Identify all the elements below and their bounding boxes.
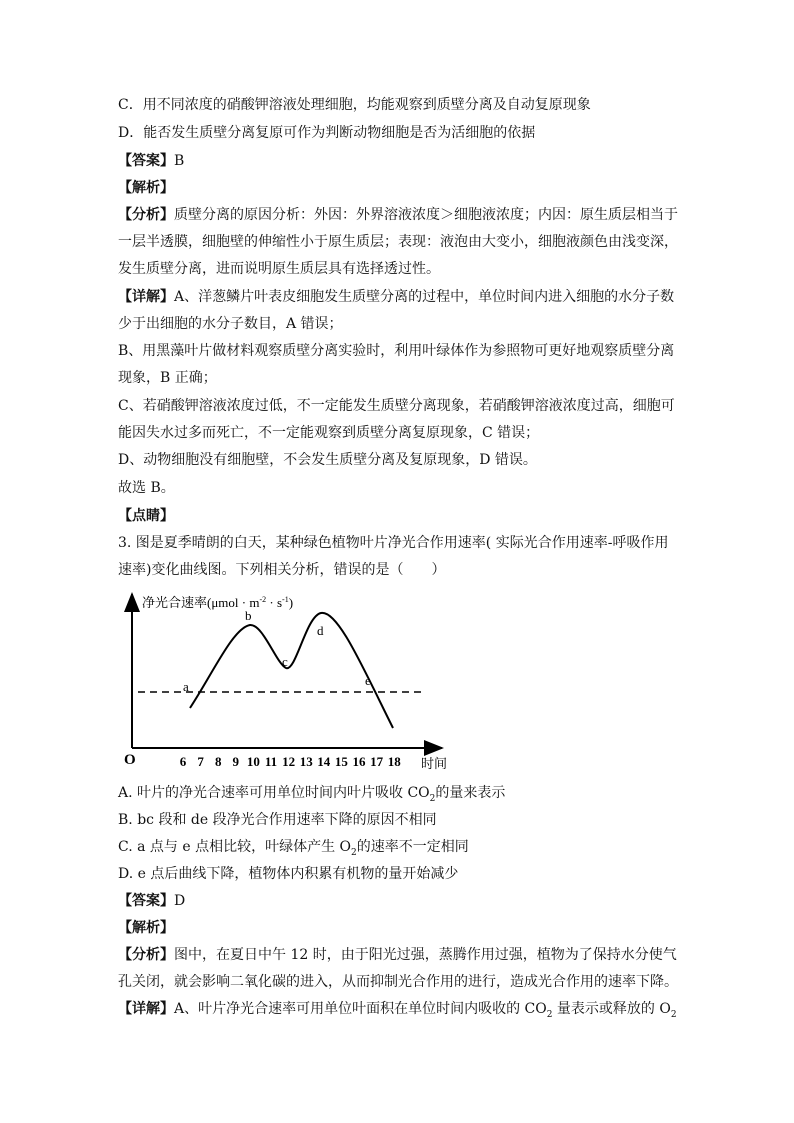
o2-subscript: 2 [670, 1009, 677, 1020]
q3-option-b: B. bc 段和 de 段净光合作用速率下降的原因不相同 [118, 812, 437, 828]
xiangjie-text: A、洋葱鳞片叶表皮细胞发生质壁分离的过程中，单位时间内进入细胞的水分子数 [174, 289, 675, 305]
point-label-c: c [282, 654, 288, 669]
q2-fenxi-line-2: 一层半透膜，细胞壁的伸缩性小于原生质层；表现：液泡由大变小，细胞液颜色由浅变深， [118, 234, 678, 250]
point-label-b: b [245, 608, 252, 623]
q3-xiangjie-line-1 [118, 1000, 688, 1024]
x-tick-label: 17 [370, 754, 384, 769]
q2-xiangjie-line-5: C、若硝酸钾溶液浓度过低，不一定能发生质壁分离现象，若硝酸钾溶液浓度过高，细胞可 [118, 398, 675, 414]
q2-xiangjie-line-3: B、用黑藻叶片做材料观察质壁分离实验时，利用叶绿体作为参照物可更好地观察质壁分离 [118, 343, 675, 359]
answer-label: 【答案】 [118, 153, 174, 169]
option-a-text: A. 叶片的净光合速率可用单位时间内叶片吸收 CO [118, 785, 430, 801]
xiangjie-label: 【详解】 [118, 1001, 174, 1017]
option-c-text: C. a 点与 e 点相比较，叶绿体产生 O [118, 839, 352, 855]
co2-subscript: 2 [546, 1009, 553, 1020]
xiangjie-text-mid: 量表示或释放的 O [552, 1001, 671, 1017]
point-label-a: a [183, 679, 189, 694]
q3-option-c [118, 838, 688, 862]
q2-option-d: D．能否发生质壁分离复原可作为判断动物细胞是否为活细胞的依据 [118, 125, 536, 141]
q2-answer-row [118, 152, 688, 170]
x-tick-label: 18 [387, 754, 401, 769]
q2-xiangjie-line-7: D、动物细胞没有细胞壁，不会发生质壁分离及复原现象，D 错误。 [118, 452, 537, 468]
x-axis-label: 时间 [421, 756, 448, 771]
x-tick-label: 6 [179, 754, 187, 769]
fenxi-label: 【分析】 [118, 207, 174, 223]
q2-xiangjie-line-4: 现象，B 正确； [118, 370, 217, 386]
x-tick-label: 11 [264, 754, 278, 769]
net-photosynthesis-curve [190, 613, 393, 728]
xiangjie-text: A、叶片净光合速率可用单位叶面积在单位时间内吸收的 CO [174, 1001, 547, 1017]
q2-xiangjie-line-8: 故选 B。 [118, 480, 175, 496]
analysis-label: 【解析】 [118, 920, 174, 936]
x-tick-label: 16 [352, 754, 366, 769]
x-tick-label: 10 [246, 754, 260, 769]
answer-value: B [174, 153, 185, 169]
q3-stem-line-1: 3. 图是夏季晴朗的白天，某种绿色植物叶片净光合作用速率( 实际光合作用速率-呼吸作用 [118, 535, 669, 551]
net-photosynthesis-chart [118, 588, 458, 773]
q2-fenxi-line-1 [118, 206, 688, 224]
point-label-d: d [317, 623, 324, 638]
xiangjie-label: 【详解】 [118, 289, 174, 305]
option-c-text-end: 的速率不一定相同 [356, 839, 469, 855]
option-c-subscript: 2 [351, 847, 357, 858]
q3-fenxi-line-1 [118, 946, 688, 964]
fenxi-label: 【分析】 [118, 947, 174, 963]
x-tick-label: 9 [232, 754, 240, 769]
option-a-subscript: 2 [429, 793, 436, 804]
option-a-text-end: 的量来表示 [435, 785, 506, 801]
q2-xiangjie-line-1 [118, 288, 688, 306]
x-tick-label: 13 [299, 754, 313, 769]
x-tick-label: 14 [317, 754, 331, 769]
y-axis-label: 净光合速率$(\mu mol \cdot m^{-2} \cdot s^{-1})$ [142, 595, 294, 610]
x-tick-label: 8 [214, 754, 222, 769]
fenxi-text: 图中，在夏日中午 12 时，由于阳光过强，蒸腾作用过强，植物为了保持水分使气 [174, 947, 677, 963]
x-tick-label: 7 [197, 754, 204, 769]
q3-option-d: D. e 点后曲线下降，植物体内积累有机物的量开始减少 [118, 866, 459, 882]
dianjing-label: 【点睛】 [118, 508, 174, 524]
x-tick-labels [180, 754, 401, 769]
q2-fenxi-line-3: 发生质壁分离，进而说明原生质层具有选择透过性。 [118, 261, 440, 277]
fenxi-text: 质壁分离的原因分析：外因：外界溶液浓度＞细胞液浓度；内因：原生质层相当于 [174, 207, 678, 223]
analysis-label: 【解析】 [118, 180, 174, 196]
q2-option-c: C．用不同浓度的硝酸钾溶液处理细胞，均能观察到质壁分离及自动复原现象 [118, 97, 591, 113]
q3-answer-row [118, 892, 688, 910]
q2-xiangjie-line-2: 少于出细胞的水分子数目，A 错误； [118, 316, 343, 332]
q2-xiangjie-line-6: 能因失水过多而死亡，不一定能观察到质壁分离复原现象，C 错误； [118, 425, 540, 441]
q3-fenxi-line-2: 孔关闭，就会影响二氧化碳的进入，从而抑制光合作用的进行，造成光合作用的速率下降。 [118, 974, 678, 990]
origin-label: O [124, 752, 136, 768]
q3-option-a [118, 784, 688, 808]
point-label-e: e [365, 673, 371, 688]
answer-label: 【答案】 [118, 893, 174, 909]
x-tick-label: 12 [282, 754, 296, 769]
answer-value: D [174, 893, 186, 909]
x-tick-label: 15 [334, 754, 348, 769]
q3-stem-line-2: 速率)变化曲线图。下列相关分析，错误的是（ ） [118, 562, 446, 578]
